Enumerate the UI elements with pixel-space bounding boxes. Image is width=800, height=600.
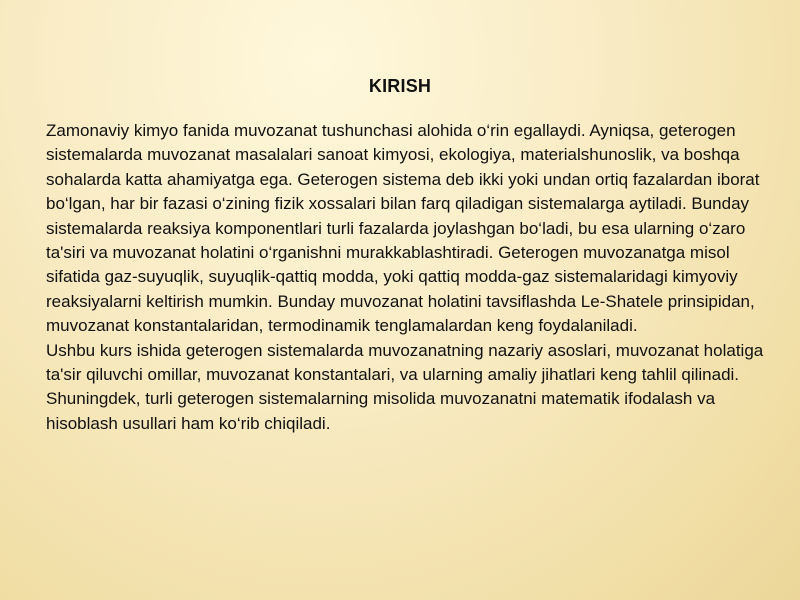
page-title: KIRISH: [368, 76, 432, 96]
paragraph-1: Zamonaviy kimyo fanida muvozanat tushunchasi alohida o‘rin egallaydi. Ayniqsa, geterogen sistemalarda muvozanat masalalari sanoat kimyosi, ekologiya, materialshunoslik, va boshqa sohalarda katta ahamiyatga ega. Geterogen sistema deb ikki yoki undan ortiq fazalardan iborat bo‘lgan, har bir fazasi o‘zining fizik xossalari bilan farq qiladigan sistemalarga aytiladi. Bunday sistemalarda reaksiya komponentlari turli fazalarda joylashgan bo‘ladi, bu esa ularning o‘zaro ta'siri va muvozanat holatini o‘rganishni murakkablashtiradi. Geterogen muvozanatga misol sifatida gaz-suyuqlik, suyuqlik-qattiq modda, yoki qattiq modda-gaz sistemalaridagi kimyoviy reaksiyalarni keltirish mumkin. Bunday muvozanat holatini tavsiflashda Le-Shatele prinsipidan, muvozanat konstantalaridan, termodinamik tenglamalardan keng foydalaniladi.: [46, 121, 760, 336]
body-text: [46, 119, 766, 436]
paragraph-2: Ushbu kurs ishida geterogen sistemalarda muvozanatning nazariy asoslari, muvozanat holatiga ta'sir qiluvchi omillar, muvozanat konstantalari, va ularning amaliy jihatlari keng tahlil qilinadi. Shuningdek, turli geterogen sistemalarning misolida muvozanatni matematik ifodalash va hisoblash usullari ham ko‘rib chiqiladi.: [46, 340, 764, 433]
